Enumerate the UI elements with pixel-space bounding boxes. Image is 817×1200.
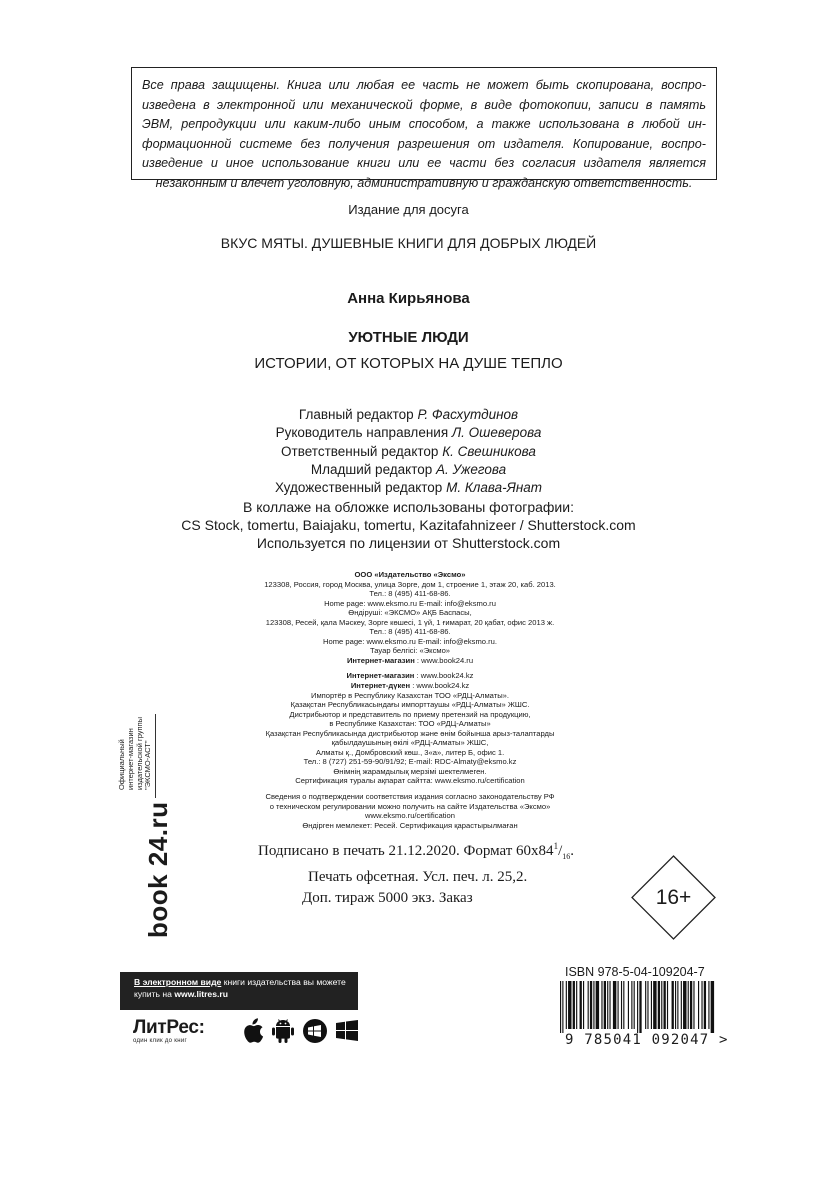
kz-line: қабылдаушының өкілі «РДЦ-Алматы» ЖШС, xyxy=(331,738,489,748)
rights-notice-box xyxy=(131,67,717,190)
barcode-bar xyxy=(658,981,660,1029)
barcode-bar xyxy=(651,981,652,1029)
publisher-line: 123308, Ресей, қала Мәскеу, Зорге көшесі, 1 үй, 1 ғимарат, 20 қабат, офис 2013 ж. xyxy=(265,617,555,627)
barcode-bar xyxy=(708,981,709,1029)
rights-line: формационной системе без получения разрешения от издателя. Копирование, воспро- xyxy=(142,136,706,151)
barcode-bar xyxy=(639,981,641,1033)
credit-row: Младший редактор А. Ужегова xyxy=(310,461,507,477)
vertical-divider xyxy=(155,714,156,798)
barcode-bar xyxy=(609,981,610,1029)
publisher-info xyxy=(170,570,650,830)
barcode-bar xyxy=(604,981,606,1029)
photo-credits xyxy=(0,498,817,552)
kz-line: Қазақстан Республикасында дистрибьютор және өнім бойынша арыз-талаптарды xyxy=(265,728,555,738)
barcode-bar xyxy=(580,981,582,1029)
barcode-bar xyxy=(596,981,599,1029)
kz-line: Сертификация туралы ақпарат сайтта: www.eksmo.ru/certification xyxy=(295,776,525,786)
publisher-line: Тауар белгісі: «Эксмо» xyxy=(369,646,451,656)
publisher-name: ООО «Издательство «Эксмо» xyxy=(354,570,466,579)
photo-credit-line: CS Stock, tomertu, Baiajaku, tomertu, Kazitafahnizeer / Shutterstock.com xyxy=(181,517,636,533)
barcode-bar xyxy=(661,981,662,1029)
barcode-bar xyxy=(590,981,592,1029)
publisher-line: Тел.: 8 (495) 411-68-86. xyxy=(369,627,451,637)
barcode-bar xyxy=(664,981,666,1029)
barcode-bar xyxy=(647,981,648,1029)
credit-row: Ответственный редактор К. Свешникова xyxy=(281,443,536,459)
shop-ru: Интернет-магазин : www.book24.ru xyxy=(346,655,474,665)
barcode-bar xyxy=(583,981,584,1029)
credit-row: Руководитель направления Л. Ошеверова xyxy=(275,425,542,441)
editorial-credits xyxy=(0,406,817,497)
litres-line-2: купить на www.litres.ru xyxy=(134,989,228,999)
barcode-bar xyxy=(623,981,624,1029)
barcode-bar xyxy=(576,981,577,1029)
credit-row: Главный редактор Р. Фасхутдинов xyxy=(298,407,519,422)
publisher-line: Өндіруші: «ЭКСМО» АҚБ Баспасы, xyxy=(348,608,472,618)
shop-kz-kazakh: Интернет-дүкен : www.book24.kz xyxy=(350,681,470,691)
barcode-bar xyxy=(593,981,594,1029)
book-title: УЮТНЫЕ ЛЮДИ xyxy=(348,329,469,346)
barcode-bar xyxy=(672,981,674,1029)
barcode-bar xyxy=(688,981,689,1029)
barcode xyxy=(558,981,718,1033)
barcode-bar xyxy=(628,981,629,1029)
barcode-bar xyxy=(701,981,702,1029)
barcode-bar xyxy=(711,981,714,1033)
barcode-bar xyxy=(560,981,561,1033)
barcode-bar xyxy=(634,981,635,1029)
publisher-line: Тел.: 8 (495) 411-68-86. xyxy=(369,589,451,599)
barcode-bar xyxy=(681,981,682,1029)
cert-line: Сведения о подтверждении соответствия издания согласно законодательству РФ xyxy=(265,792,555,802)
barcode-bar xyxy=(618,981,619,1029)
barcode-bar xyxy=(566,981,567,1029)
rights-line: Все права защищены. Книга или любая ее часть не может быть скопирована, воспро- xyxy=(142,78,706,92)
apple-icon xyxy=(240,1018,264,1044)
series-title: ВКУС МЯТЫ. ДУШЕВНЫЕ КНИГИ ДЛЯ ДОБРЫХ ЛЮДЕЙ xyxy=(220,235,597,251)
credit-row: Художественный редактор М. Клава-Янат xyxy=(274,480,543,496)
barcode-bar xyxy=(693,981,694,1029)
android-icon xyxy=(271,1018,295,1044)
kz-line: Қазақстан Республикасындағы импорттаушы «РДЦ-Алматы» ЖШС. xyxy=(290,700,530,710)
barcode-bar xyxy=(675,981,676,1029)
barcode-bar xyxy=(690,981,692,1029)
book24-logo: book 24.ru xyxy=(143,801,173,938)
publisher-line: 123308, Россия, город Москва, улица Зорге, дом 1, строение 1, этаж 20, каб. 2013. xyxy=(264,579,556,589)
shop-kz: Интернет-магазин : www.book24.kz xyxy=(346,671,474,681)
publisher-line: Home page: www.eksmo.ru E-mail: info@eksmo.ru. xyxy=(323,636,497,646)
litres-line-1: В электронном виде книги издательства вы можете xyxy=(134,977,346,987)
platform-icons xyxy=(240,1018,359,1044)
print-info xyxy=(258,836,574,909)
age-rating: 16+ xyxy=(655,885,692,909)
barcode-bar xyxy=(698,981,699,1029)
kz-line: Импортёр в Республику Казахстан ТОО «РДЦ-Алматы». xyxy=(310,690,509,700)
book-subtitle: ИСТОРИИ, ОТ КОТОРЫХ НА ДУШЕ ТЕПЛО xyxy=(254,355,563,372)
barcode-bar xyxy=(631,981,632,1029)
barcode-bar xyxy=(562,981,563,1033)
litres-banner xyxy=(120,972,358,1010)
cert-line: www.eksmo.ru/certification xyxy=(365,811,455,821)
rights-line: незаконным и влечет уголовную, административную и гражданскую ответственность. xyxy=(155,175,693,190)
barcode-bar xyxy=(667,981,668,1029)
print-line-run: Доп. тираж 5000 экз. Заказ xyxy=(302,890,473,906)
kz-line: Алматы қ., Домбровский көш., 3«а», литер Б, офис 1. xyxy=(315,747,505,757)
print-line-format: Подписано в печать 21.12.2020. Формат $60x84^1/_{16}$. xyxy=(258,841,574,861)
barcode-bar xyxy=(683,981,686,1029)
barcode-bar xyxy=(637,981,638,1033)
edition-type: Издание для досуга xyxy=(348,202,469,217)
barcode-bar xyxy=(573,981,575,1029)
kz-line: Өнімнің жарамдылық мерзімі шектелмеген. xyxy=(333,766,487,776)
official-shop-note: Официальный интернет-магазин издательской группы "ЭКСМО-АСТ" xyxy=(117,716,153,790)
barcode-bar xyxy=(645,981,646,1029)
barcode-bar xyxy=(568,981,571,1029)
rights-line: ЭВМ, репродукции или каким-либо иным способом, а также использована в любой ин- xyxy=(142,117,706,131)
publisher-line: Home page: www.eksmo.ru E-mail: info@eksmo.ru xyxy=(324,598,496,608)
barcode-digits: 9 785041 092047 > xyxy=(565,1032,729,1048)
windows-phone-icon xyxy=(302,1018,328,1044)
cert-line: Өндірген мемлекет: Ресей. Сертификация қарастырылмаған xyxy=(302,820,518,830)
rights-line: изведение и иное использование книги или ее части без согласия издателя является xyxy=(142,156,706,170)
barcode-bar xyxy=(704,981,706,1029)
photo-credit-line: Используется по лицензии от Shutterstock.com xyxy=(256,535,561,551)
litres-slogan: один клик до книг xyxy=(133,1038,187,1044)
windows-icon xyxy=(335,1018,359,1044)
barcode-bar xyxy=(601,981,602,1029)
isbn: ISBN 978-5-04-109204-7 xyxy=(565,965,705,979)
kz-line: Тел.: 8 (727) 251-59-90/91/92; E-mail: RDC-Almaty@eksmo.kz xyxy=(303,757,517,767)
kz-line: Дистрибьютор и представитель по приему претензий на продукцию, xyxy=(289,709,531,719)
cert-line: о техническом регулировании можно получить на сайте Издательства «Эксмо» xyxy=(269,801,551,811)
barcode-bar xyxy=(653,981,656,1029)
barcode-bar xyxy=(607,981,608,1029)
author-name: Анна Кирьянова xyxy=(347,290,470,307)
barcode-bar xyxy=(677,981,678,1029)
litres-logo: ЛитРес: xyxy=(133,1017,205,1038)
barcode-bar xyxy=(588,981,589,1029)
photo-credit-line: В коллаже на обложке использованы фотографии: xyxy=(243,499,574,515)
barcode-bar xyxy=(621,981,622,1029)
kz-line: в Республике Казахстан: ТОО «РДЦ-Алматы» xyxy=(329,719,491,729)
barcode-bar xyxy=(613,981,616,1029)
print-line-type: Печать офсетная. Усл. печ. л. 25,2. xyxy=(308,869,528,885)
rights-line: изведена в электронной или механической форме, в виде фотокопии, записи в память xyxy=(142,97,706,112)
